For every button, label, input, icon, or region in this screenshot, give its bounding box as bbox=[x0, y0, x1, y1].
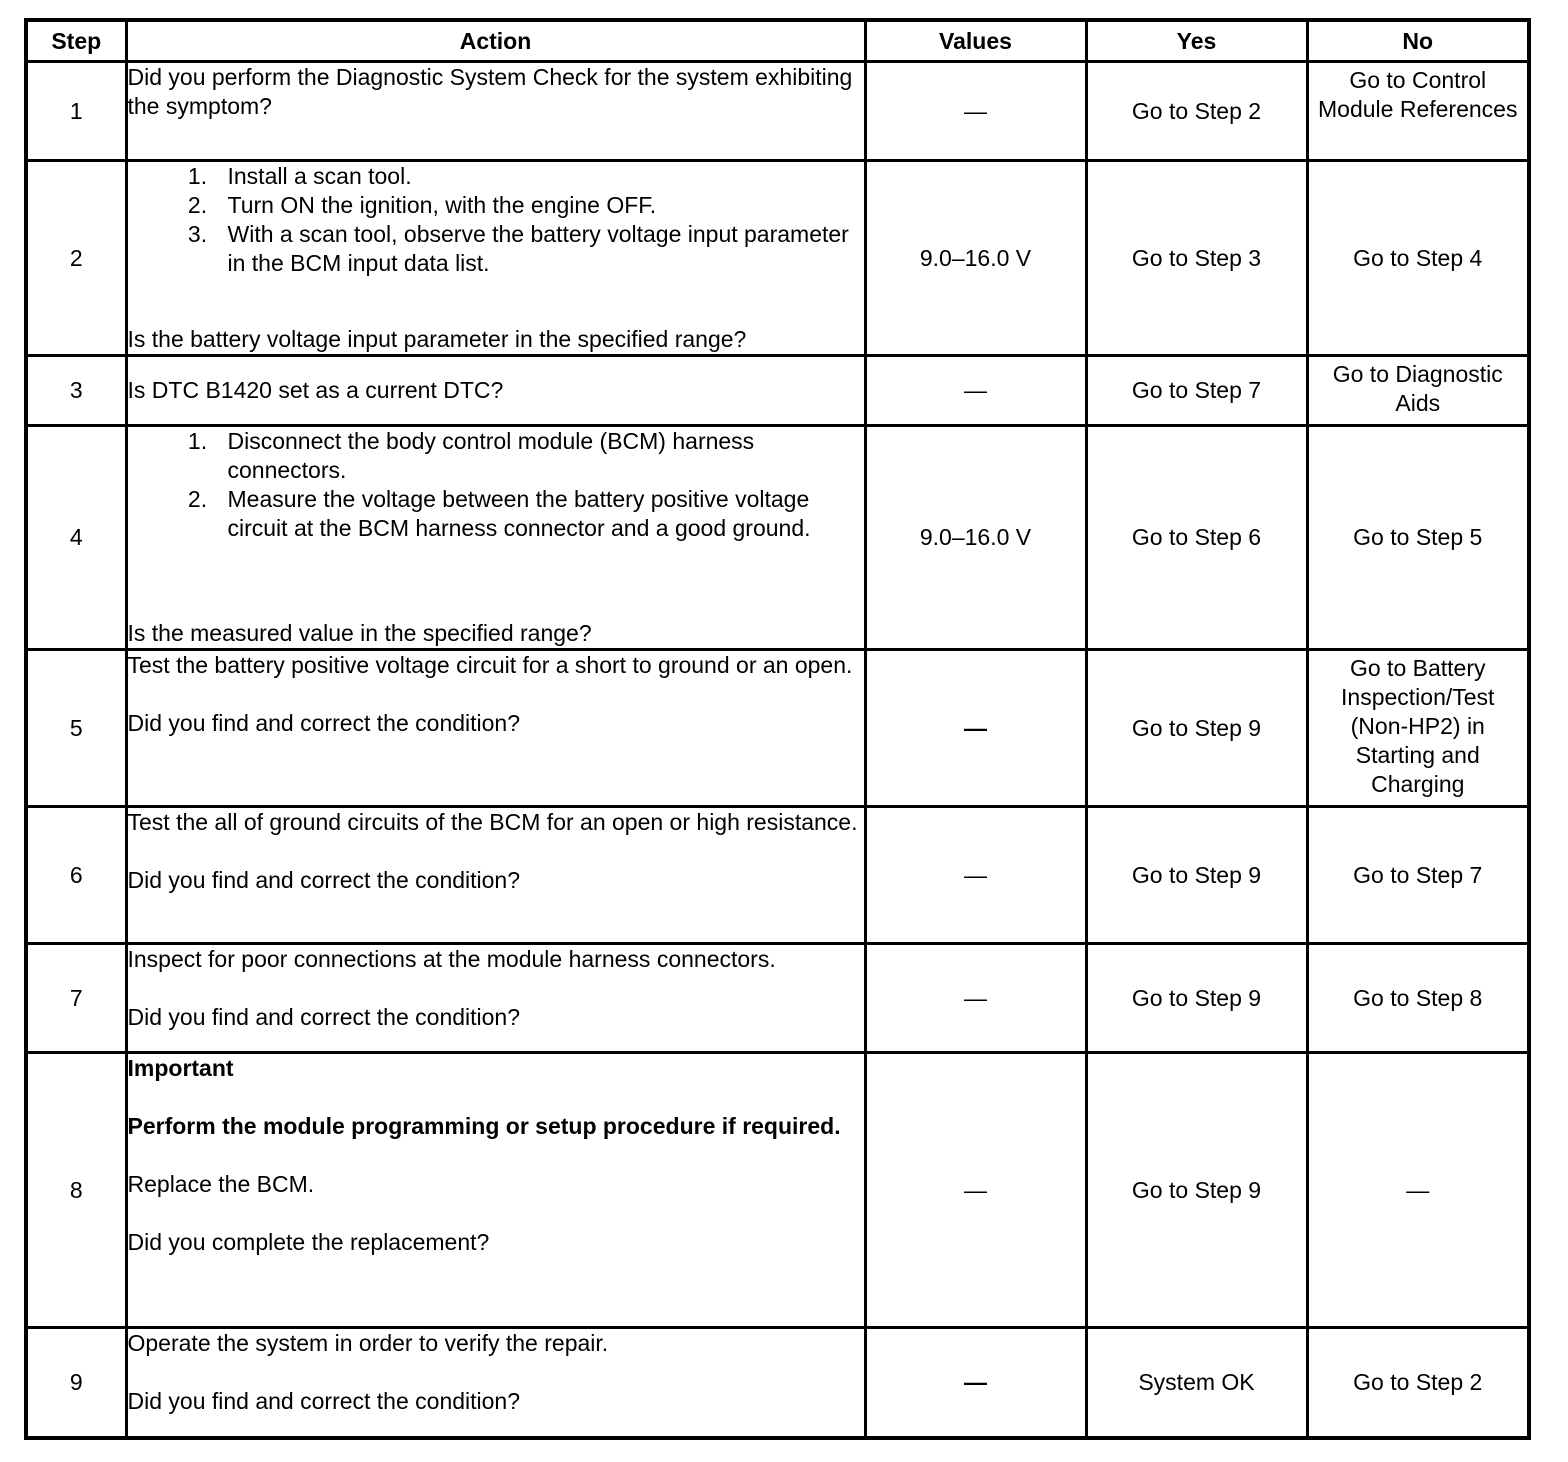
values-cell: 9.0–16.0 V bbox=[865, 426, 1086, 650]
yes-cell: Go to Step 9 bbox=[1086, 807, 1307, 944]
yes-cell: Go to Step 2 bbox=[1086, 62, 1307, 161]
yes-cell: Go to Step 9 bbox=[1086, 1053, 1307, 1328]
action-cell bbox=[126, 356, 865, 426]
header-yes: Yes bbox=[1086, 20, 1307, 62]
action-question: Did you find and correct the condition? bbox=[127, 1388, 521, 1414]
no-cell: Go to Battery Inspection/Test (Non-HP2) in Starting and Charging bbox=[1307, 650, 1529, 807]
table-row bbox=[26, 1328, 1529, 1438]
diagnostic-table bbox=[24, 18, 1531, 1440]
header-action: Action bbox=[126, 20, 865, 62]
action-question: Did you find and correct the condition? bbox=[127, 1004, 521, 1030]
step-number: 8 bbox=[26, 1053, 126, 1328]
table-row bbox=[26, 1053, 1529, 1328]
step-number: 9 bbox=[26, 1328, 126, 1438]
yes-cell: Go to Step 9 bbox=[1086, 944, 1307, 1053]
values-cell: — bbox=[865, 356, 1086, 426]
list-item: 3. With a scan tool, observe the battery voltage input parameter in the BCM input data list. bbox=[187, 221, 849, 276]
action-text: Test the battery positive voltage circuit for a short to ground or an open. bbox=[127, 652, 853, 678]
table-row bbox=[26, 807, 1529, 944]
action-cell bbox=[126, 1328, 865, 1438]
action-question: Did you complete the replacement? bbox=[127, 1229, 490, 1255]
action-text: Replace the BCM. bbox=[127, 1171, 315, 1197]
values-cell: — bbox=[865, 944, 1086, 1053]
header-step: Step bbox=[26, 20, 126, 62]
header-row bbox=[26, 20, 1529, 62]
header-values: Values bbox=[865, 20, 1086, 62]
step-number: 2 bbox=[26, 161, 126, 356]
no-cell: Go to Step 2 bbox=[1307, 1328, 1529, 1438]
action-question: Is the measured value in the specified range? bbox=[127, 620, 592, 646]
step-number: 6 bbox=[26, 807, 126, 944]
values-cell: — bbox=[865, 62, 1086, 161]
no-cell: Go to Control Module References bbox=[1307, 62, 1529, 161]
yes-cell: Go to Step 9 bbox=[1086, 650, 1307, 807]
header-no: No bbox=[1307, 20, 1529, 62]
step-number: 3 bbox=[26, 356, 126, 426]
list-item: 1. Disconnect the body control module (BCM) harness connectors. bbox=[187, 428, 755, 483]
action-question: Did you find and correct the condition? bbox=[127, 710, 521, 736]
no-cell: Go to Diagnostic Aids bbox=[1307, 356, 1529, 426]
list-item: 1. Install a scan tool. bbox=[187, 163, 412, 189]
table-row bbox=[26, 426, 1529, 650]
yes-cell: Go to Step 7 bbox=[1086, 356, 1307, 426]
step-number: 5 bbox=[26, 650, 126, 807]
table-row bbox=[26, 161, 1529, 356]
action-cell bbox=[126, 1053, 865, 1328]
step-number: 4 bbox=[26, 426, 126, 650]
step-number: 1 bbox=[26, 62, 126, 161]
no-cell: Go to Step 5 bbox=[1307, 426, 1529, 650]
action-cell bbox=[126, 62, 865, 161]
values-cell: — bbox=[865, 1328, 1086, 1438]
action-text: Test the all of ground circuits of the BCM for an open or high resistance. bbox=[127, 809, 858, 835]
step-number: 7 bbox=[26, 944, 126, 1053]
important-note: Perform the module programming or setup procedure if required. bbox=[127, 1113, 841, 1139]
action-cell bbox=[126, 426, 865, 650]
values-cell: — bbox=[865, 807, 1086, 944]
table-row bbox=[26, 650, 1529, 807]
action-text: Did you perform the Diagnostic System Check for the system exhibiting the symptom? bbox=[127, 64, 853, 119]
procedure-list bbox=[128, 427, 864, 543]
table-row bbox=[26, 62, 1529, 161]
no-cell: Go to Step 7 bbox=[1307, 807, 1529, 944]
yes-cell: Go to Step 6 bbox=[1086, 426, 1307, 650]
action-question: Is the battery voltage input parameter in the specified range? bbox=[127, 326, 747, 352]
table-row bbox=[26, 944, 1529, 1053]
values-cell: 9.0–16.0 V bbox=[865, 161, 1086, 356]
values-cell: — bbox=[865, 650, 1086, 807]
list-item: 2. Measure the voltage between the battery positive voltage circuit at the BCM harness connector and a good ground. bbox=[187, 486, 811, 541]
action-cell bbox=[126, 944, 865, 1053]
values-cell: — bbox=[865, 1053, 1086, 1328]
no-cell: Go to Step 8 bbox=[1307, 944, 1529, 1053]
action-question: Did you find and correct the condition? bbox=[127, 867, 521, 893]
yes-cell: Go to Step 3 bbox=[1086, 161, 1307, 356]
yes-cell: System OK bbox=[1086, 1328, 1307, 1438]
procedure-list bbox=[128, 162, 864, 278]
no-cell: Go to Step 4 bbox=[1307, 161, 1529, 356]
action-cell bbox=[126, 650, 865, 807]
action-text: Inspect for poor connections at the module harness connectors. bbox=[127, 946, 776, 972]
action-cell bbox=[126, 807, 865, 944]
action-cell bbox=[126, 161, 865, 356]
no-cell: — bbox=[1307, 1053, 1529, 1328]
action-text: Is DTC B1420 set as a current DTC? bbox=[127, 377, 504, 403]
action-text: Operate the system in order to verify the repair. bbox=[127, 1330, 609, 1356]
list-item: 2. Turn ON the ignition, with the engine OFF. bbox=[187, 192, 657, 218]
table-row bbox=[26, 356, 1529, 426]
important-label: Important bbox=[127, 1055, 234, 1081]
